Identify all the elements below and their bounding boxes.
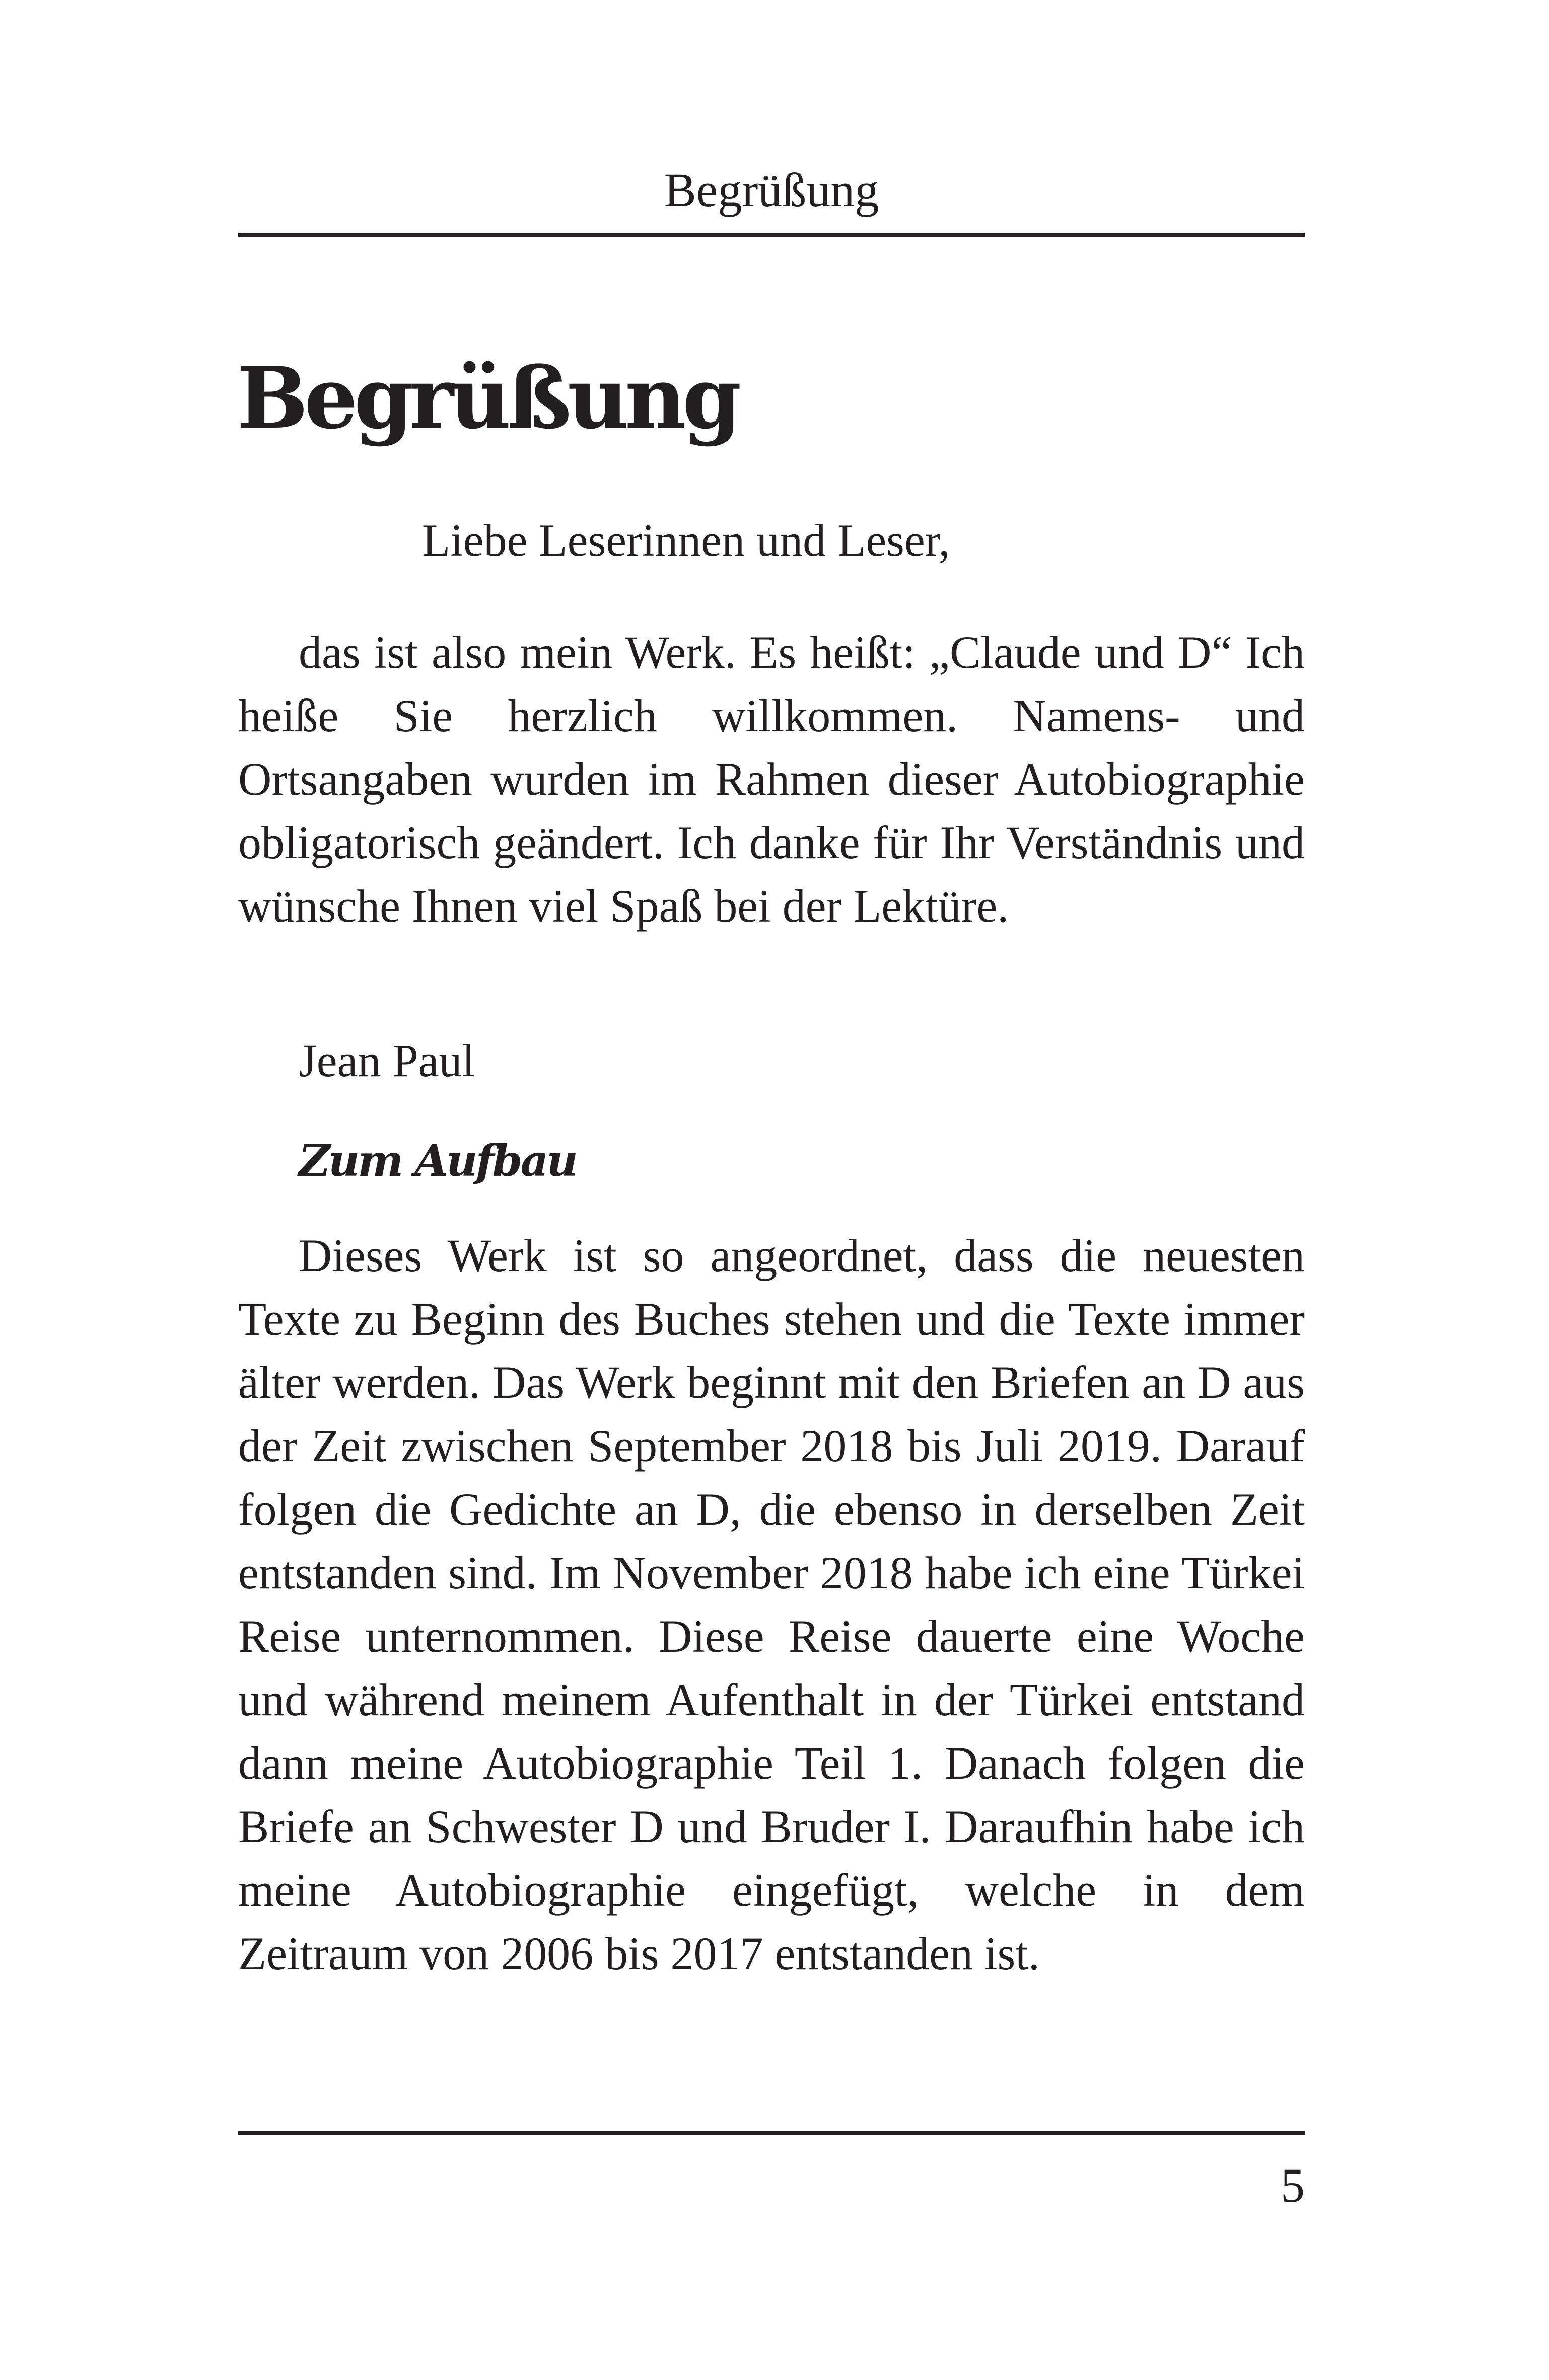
running-head: Begrüßung	[664, 163, 879, 217]
body-text-greeting	[238, 620, 1305, 938]
header-rule	[238, 233, 1305, 237]
page-number: 5	[1281, 2158, 1305, 2212]
body-text-structure	[238, 1224, 1305, 1985]
paragraph-greeting: das ist also mein Werk. Es heißt: „Claude und D“ Ich heiße Sie herzlich willkommen. Namens- und Ortsangaben wurden im Rahmen dieser Autobiographie obligatorisch geändert. Ich danke für Ihr Verständnis und wünsche Ihnen viel Spaß bei der Lektüre.	[238, 626, 1305, 932]
salutation: Liebe Leserinnen und Leser,	[422, 515, 950, 566]
section-title: Zum Aufbau	[299, 1136, 576, 1186]
paragraph-structure: Dieses Werk ist so angeordnet, dass die neuesten Texte zu Beginn des Buches stehen und die Texte immer älter werden. Das Werk beginnt mit den Briefen an D aus der Zeit zwischen September 2018 bis Juli 2019. Darauf folgen die Gedichte an D, die ebenso in derselben Zeit entstanden sind. Im November 2018 habe ich eine Türkei Reise unternommen. Diese Reise dauerte eine Woche und während meinem Aufenthalt in der Türkei entstand dann meine Autobiographie Teil 1. Danach folgen die Briefe an Schwester D und Bruder I. Daraufhin habe ich meine Autobiographie eingefügt, welche in dem Zeitraum von 2006 bis 2017 entstanden ist.	[238, 1230, 1305, 1979]
footer-rule	[238, 2131, 1305, 2135]
signature: Jean Paul	[299, 1035, 475, 1086]
chapter-title: Begrüßung	[237, 348, 738, 448]
